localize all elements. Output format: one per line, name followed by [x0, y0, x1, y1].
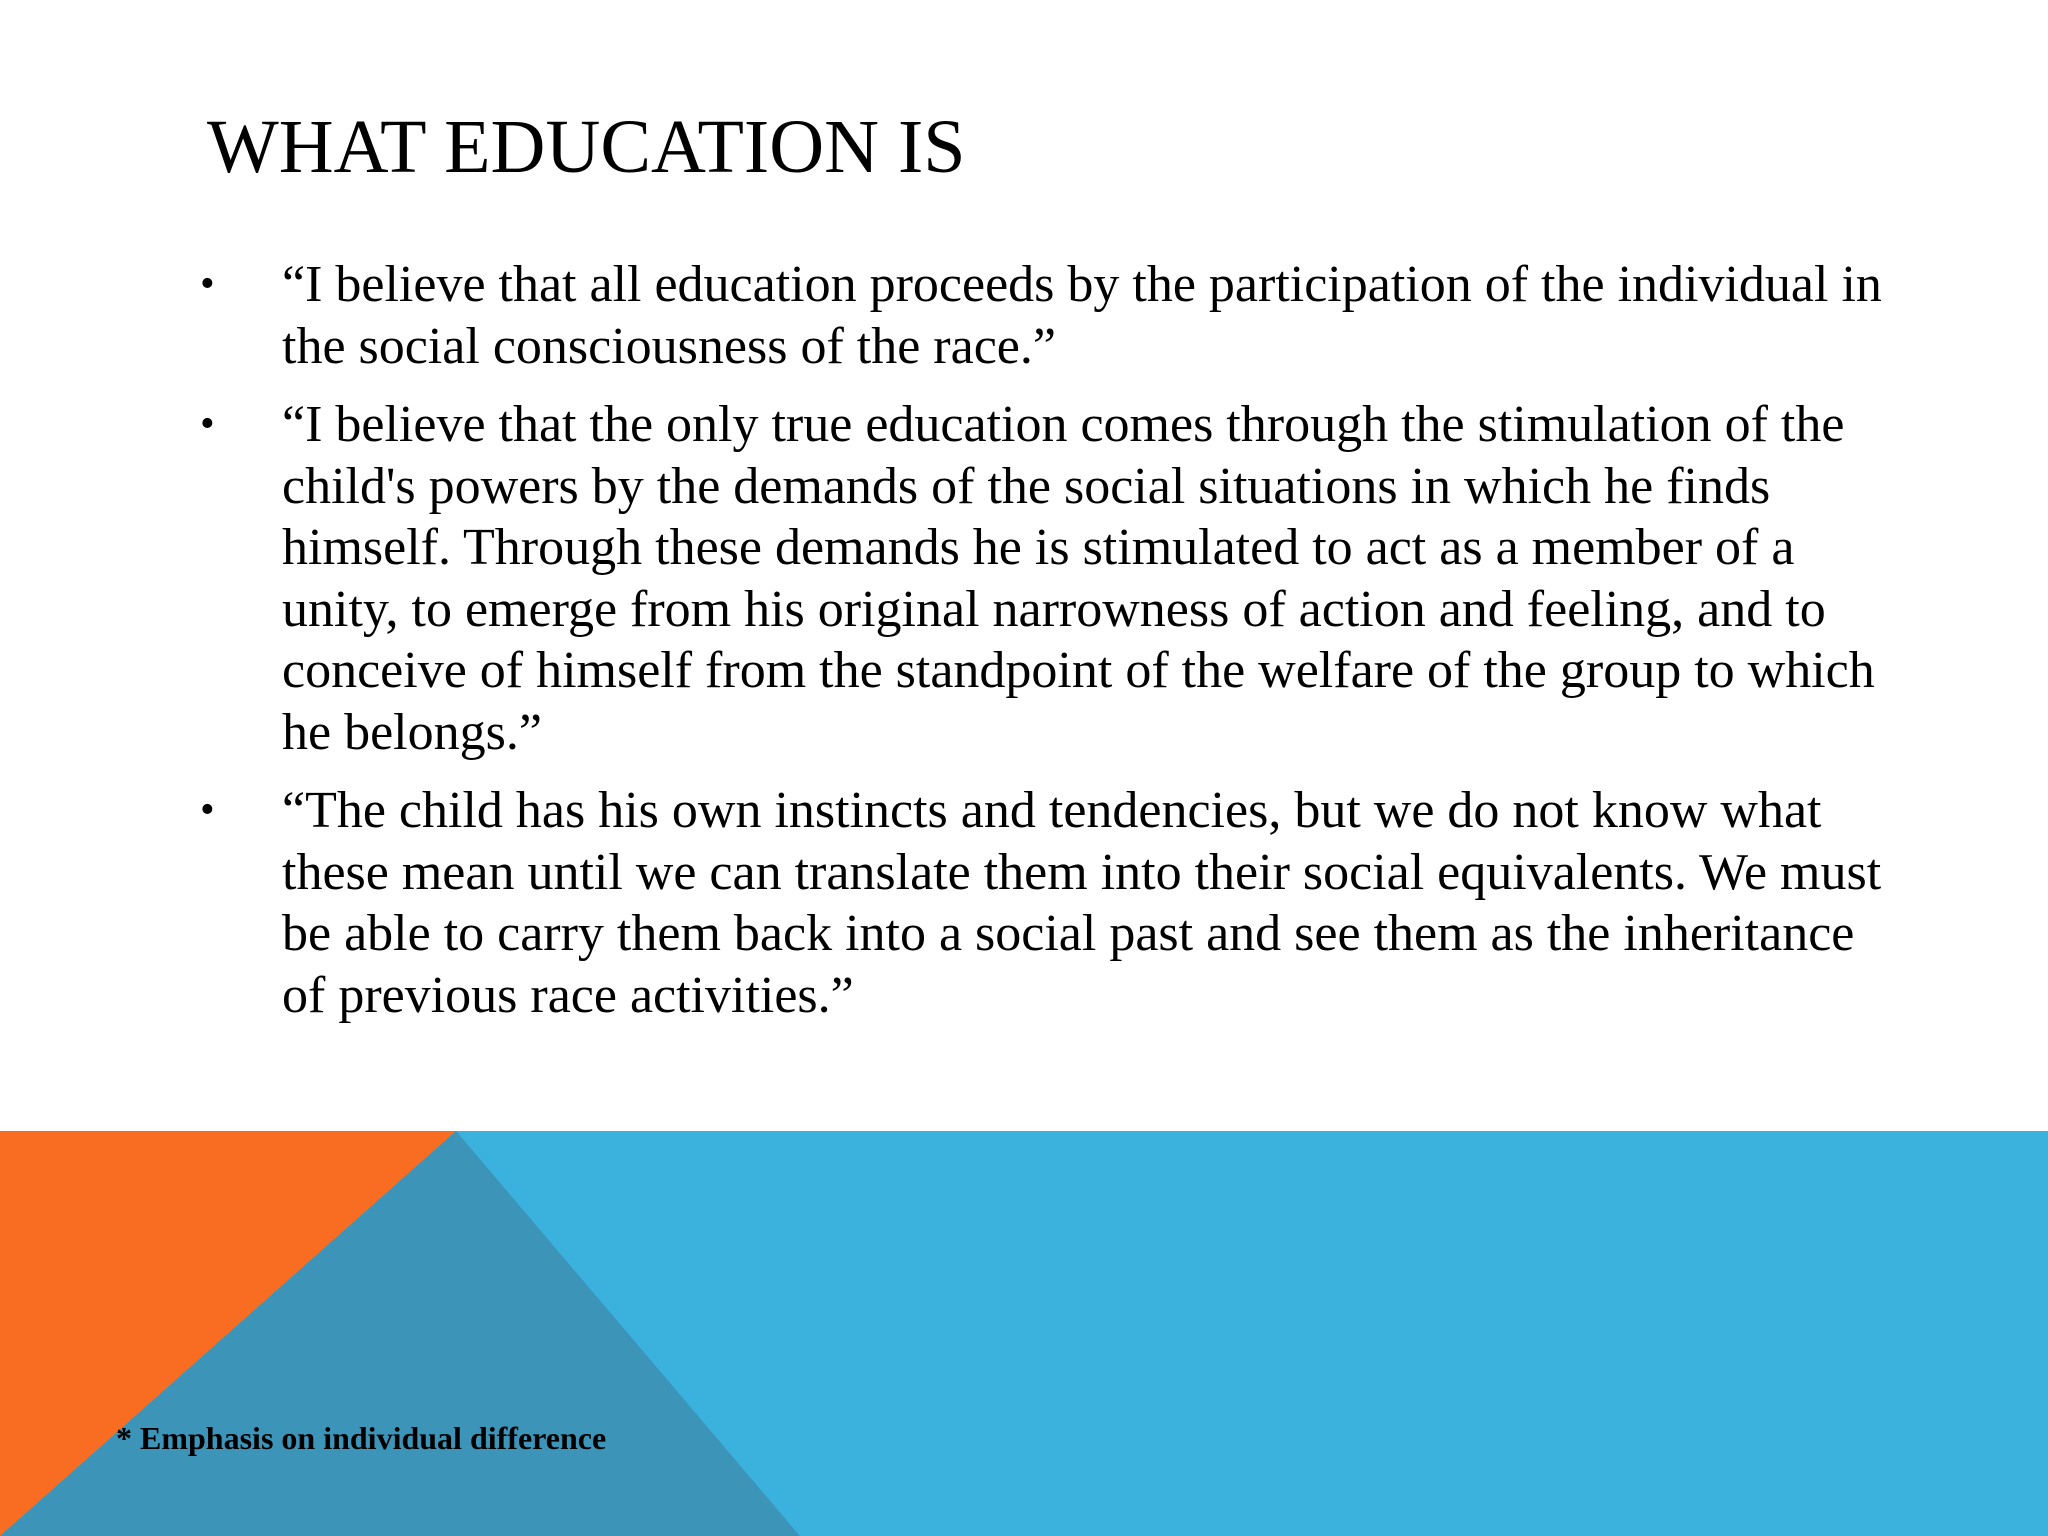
slide-title: WHAT EDUCATION IS [207, 105, 966, 189]
bullet-item-1 [200, 254, 1900, 377]
bullet-icon: • [200, 401, 215, 447]
bullet-text: “I believe that the only true education comes through the stimulation of the child's powers by the demands of the social situations in which he finds himself. Through these demands he is stimulated to act as a member of a unity, to emerge from his original narrowness of action and feeling, and to conceive of himself from the standpoint of the welfare of the group to which he belongs.” [282, 396, 1875, 761]
bullet-icon: • [200, 261, 215, 307]
bullet-item-2 [200, 394, 1900, 763]
bullet-item-3 [200, 780, 1900, 1026]
footnote: * Emphasis on individual difference [116, 1420, 607, 1456]
footer-shapes [0, 1131, 2048, 1536]
bullet-text: “I believe that all education proceeds by the participation of the individual in the social consciousness of the race.” [282, 256, 1882, 375]
bullet-icon: • [200, 787, 215, 833]
bullet-text: “The child has his own instincts and tendencies, but we do not know what these mean until we can translate them into their social equivalents. We must be able to carry them back into a social past and see them as the inheritance of previous race activities.” [282, 782, 1882, 1024]
footer-decoration [0, 1131, 2048, 1536]
bullet-list [200, 254, 1900, 1043]
